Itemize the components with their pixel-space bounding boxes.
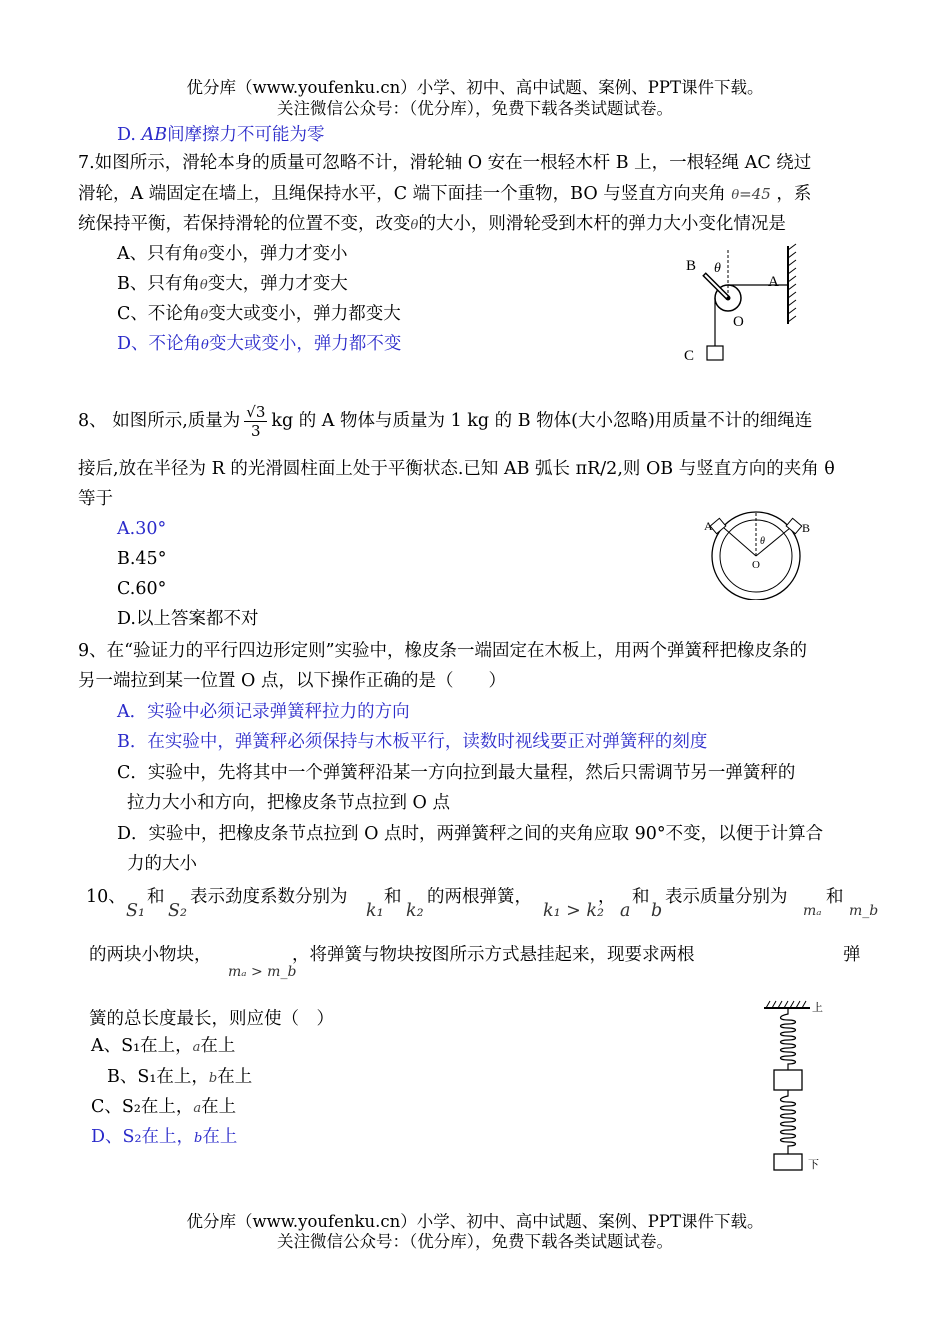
q8-option-b: B.45° (117, 549, 167, 569)
q7-theta-2: θ (410, 218, 419, 233)
q10-k2: k₂ (406, 901, 424, 921)
q8-line-1-pre: 8、 如图所示,质量为 (78, 411, 241, 431)
q7-theta: θ (731, 188, 740, 203)
q10-mb: m_b (849, 903, 879, 919)
q7-fig-label-theta: θ (714, 261, 721, 276)
q7-option-a: A、只有角θ变小，弹力才变小 (117, 244, 348, 264)
q10-k1: k₁ (366, 901, 384, 921)
q7-eq45: =45 (739, 185, 771, 203)
q8-cylinder-figure (698, 504, 818, 600)
q10-k-inequality: k₁ > k₂ (543, 901, 605, 921)
q9-option-c-line-2: 拉力大小和方向，把橡皮条节点拉到 O 点 (127, 793, 450, 813)
q10-fig-label-top: 上 (812, 1002, 823, 1014)
prev-option-d-ab: AB (141, 125, 168, 145)
q7-fig-label-a: A (768, 274, 779, 290)
q10-springs-figure (760, 996, 832, 1174)
q10-option-a: A、S₁在上，a在上 (91, 1036, 236, 1056)
q9-option-c-line-1: C．实验中，先将其中一个弹簧秤沿某一方向拉到最大量程，然后只需调节另一弹簧秤的 (117, 763, 796, 783)
prev-option-d (117, 124, 325, 146)
q8-line-2: 接后,放在半径为 R 的光滑圆柱面上处于平衡状态.已知 AB 弧长 πR/2,则 OB 与竖直方向的夹角 θ (78, 459, 835, 479)
q7-line-3 (78, 213, 786, 237)
q10-number: 10、 (86, 887, 126, 907)
q8-frac-den: 3 (251, 421, 261, 440)
q9-option-d-line-2: 力的大小 (127, 854, 197, 874)
q8-fig-label-a: A (704, 519, 713, 533)
q10-he-2: 和 (384, 887, 402, 907)
header-line-1: 优分库（www.youfenku.cn）小学、初中、高中试题、案例、PPT课件下载。 (186, 78, 764, 97)
q8-option-d: D.以上答案都不对 (117, 609, 259, 629)
q10-line-2b: ，将弹簧与物块按图所示方式悬挂起来，现要求两根 (292, 945, 695, 965)
q7-line-1: 7.如图所示，滑轮本身的质量可忽略不计，滑轮轴 O 安在一根轻木杆 B 上，一根轻绳 AC 绕过 (78, 153, 812, 173)
q7-pulley-figure (670, 240, 810, 370)
q10-line-2a: 的两块小物块， (89, 945, 212, 965)
q10-he-3: 和 (632, 887, 650, 907)
q8-fig-label-b: B (802, 521, 811, 535)
q7-line-3a: 统保持平衡，若保持滑轮的位置不变，改变 (78, 214, 411, 234)
q10-s2: S₂ (168, 901, 188, 921)
q8-fraction (244, 403, 267, 440)
prev-option-d-label: D. (117, 125, 136, 145)
q8-fig-label-o: O (752, 559, 760, 571)
prev-option-d-text: 间摩擦力不可能为零 (167, 125, 325, 145)
q10-he-1: 和 (147, 887, 165, 907)
q8-option-a: A.30° (117, 519, 167, 539)
q9-line-2: 另一端拉到某一位置 O 点，以下操作正确的是（ ） (78, 671, 506, 691)
q10-desc-1: 表示劲度系数分别为 (190, 887, 348, 907)
q8-line-1 (78, 398, 812, 444)
q10-option-b: B、S₁在上，b在上 (107, 1067, 253, 1087)
q10-comma: ， (598, 887, 616, 907)
q10-desc-3: 表示质量分别为 (665, 887, 788, 907)
q8-line-3: 等于 (78, 489, 113, 509)
q10-var-a: a (620, 901, 631, 921)
q10-fig-label-bottom: 下 (808, 1159, 819, 1171)
q10-he-4: 和 (826, 887, 844, 907)
q9-option-d-line-1: D．实验中，把橡皮条节点拉到 O 点时，两弹簧秤之间的夹角应取 90°不变，以便于计算合 (117, 824, 824, 844)
q10-line-3: 簧的总长度最长，则应使（ ） (89, 1009, 334, 1029)
q8-line-1-post: kg 的 A 物体与质量为 1 kg 的 B 物体(大小忽略)用质量不计的细绳连 (271, 411, 813, 431)
q9-line-1: 9、在“验证力的平行四边形定则”实验中，橡皮条一端固定在木板上，用两个弹簧秤把橡皮条的 (78, 641, 808, 661)
q10-var-b: b (651, 901, 663, 921)
footer-line-1: 优分库（www.youfenku.cn）小学、初中、高中试题、案例、PPT课件下载。 (186, 1212, 764, 1231)
q7-fig-label-b: B (686, 258, 697, 274)
q10-line-2c: 弹 (843, 945, 861, 965)
q7-fig-label-o: O (733, 314, 744, 330)
q9-option-b: B．在实验中，弹簧秤必须保持与木板平行，读数时视线要正对弹簧秤的刻度 (117, 732, 708, 752)
q8-option-c: C.60° (117, 579, 167, 599)
q10-desc-2: 的两根弹簧， (427, 887, 532, 907)
q7-fig-label-c: C (684, 348, 695, 364)
q8-fig-label-theta: θ (760, 536, 765, 547)
header-line-2: 关注微信公众号：（优分库），免费下载各类试题试卷。 (277, 99, 673, 118)
q7-line-2 (78, 183, 811, 207)
q10-m-inequality: mₐ > m_b (228, 964, 297, 980)
q7-option-c: C、不论角θ变大或变小，弹力都变大 (117, 304, 401, 324)
footer-line-2: 关注微信公众号：（优分库），免费下载各类试题试卷。 (277, 1232, 673, 1251)
q8-frac-num: √3 (246, 402, 266, 421)
q9-option-a: A．实验中必须记录弹簧秤拉力的方向 (117, 702, 410, 722)
q10-ma: mₐ (803, 903, 822, 919)
q7-line-3b: 的大小，则滑轮受到木杆的弹力大小变化情况是 (418, 214, 786, 234)
q7-line-2-end: ，系 (776, 184, 812, 204)
q10-option-d: D、S₂在上，b在上 (91, 1127, 238, 1147)
q10-option-c: C、S₂在上，a在上 (91, 1097, 237, 1117)
q10-s1: S₁ (126, 901, 146, 921)
q7-option-d: D、不论角θ变大或变小，弹力都不变 (117, 334, 402, 354)
q7-line-2-text: 滑轮，A 端固定在墙上，且绳保持水平，C 端下面挂一个重物，BO 与竖直方向夹角 (78, 184, 726, 204)
q7-option-b: B、只有角θ变大，弹力才变大 (117, 274, 348, 294)
